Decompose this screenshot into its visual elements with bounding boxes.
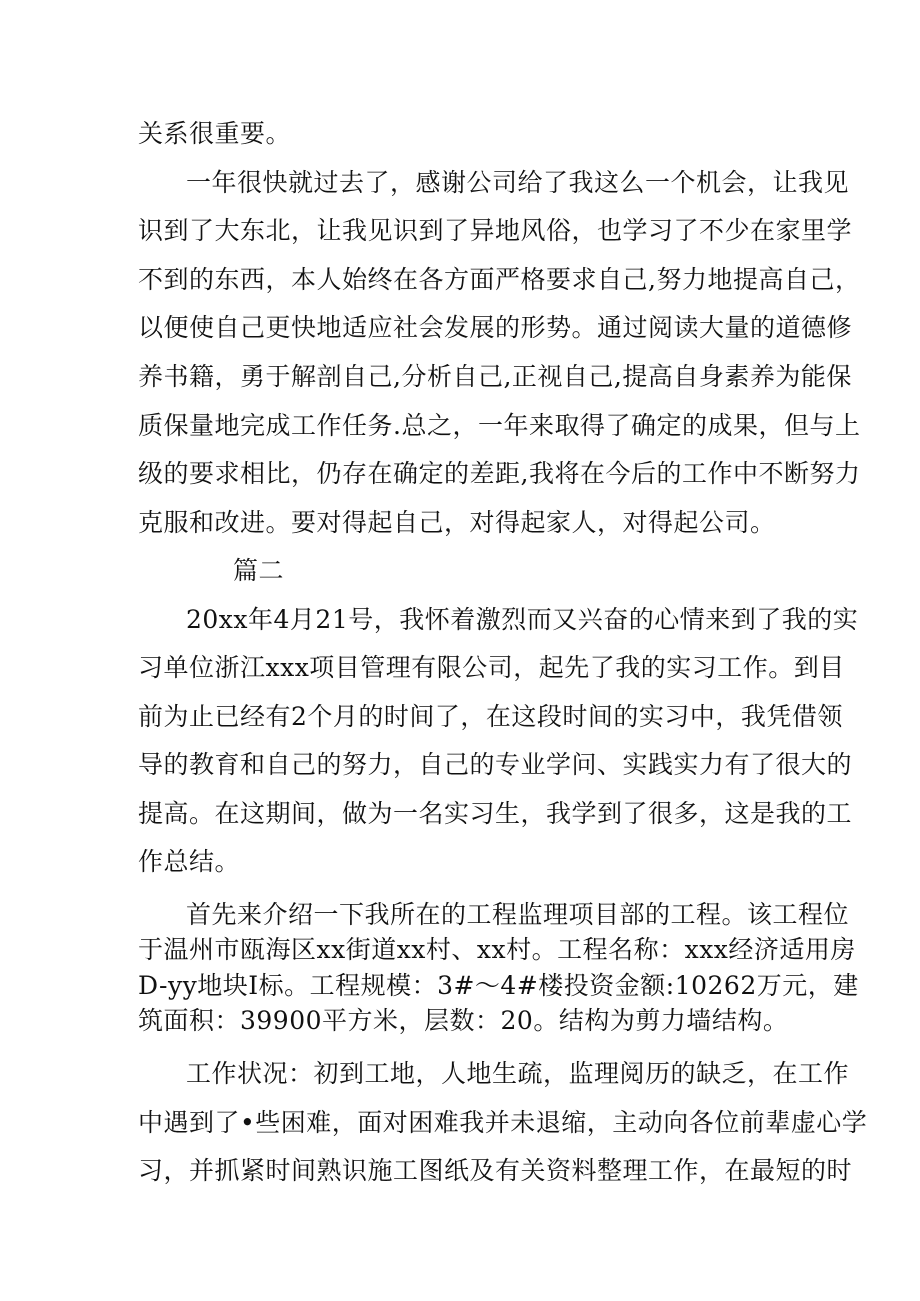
text-line: 导的教育和自己的努力，自己的专业学问、实践实力有了很大的 [138, 750, 853, 779]
paragraph-start: 20xx年4月21号，我怀着激烈而又兴奋的心情来到了我的实 [186, 605, 859, 634]
paragraph-start: 一年很快就过去了，感谢公司给了我这么一个机会，让我见 [186, 168, 850, 197]
text-line: D-yy地块I标。工程规模：3#～4#楼投资金额:10262万元，建 [138, 971, 859, 1000]
text-line: 筑面积：39900平方米，层数：20。结构为剪力墙结构。 [138, 1006, 789, 1035]
text-line: 级的要求相比，仍存在确定的差距,我将在今后的工作中不断努力 [138, 459, 861, 488]
text-line: 提高。在这期间，做为一名实习生，我学到了很多，这是我的工 [138, 799, 853, 828]
text-line: 前为止已经有2个月的时间了，在这段时间的实习中，我凭借领 [138, 702, 843, 731]
text-line: 习，并抓紧时间熟识施工图纸及有关资料整理工作，在最短的时 [138, 1156, 853, 1185]
text-line: 作总结。 [138, 847, 241, 876]
text-line: 克服和改进。要对得起自己，对得起家人，对得起公司。 [138, 508, 776, 537]
text-line: 识到了大东北，让我见识到了异地风俗，也学习了不少在家里学 [138, 216, 853, 245]
text-line: 养书籍，勇于解剖自己,分析自己,正视自己,提高自身素养为能保 [138, 362, 852, 391]
text-line: 关系很重要。 [138, 119, 292, 148]
paragraph-start: 工作状况：初到工地，人地生疏，监理阅历的缺乏，在工作 [186, 1059, 850, 1088]
text-line: 中遇到了•些困难，面对困难我并未退缩，主动向各位前辈虚心学 [138, 1108, 868, 1137]
text-line: 于温州市瓯海区xx街道xx村、xx村。工程名称：xxx经济适用房 [138, 935, 856, 964]
text-line: 不到的东西，本人始终在各方面严格要求自己,努力地提高自己， [138, 265, 861, 294]
section-heading: 篇二 [233, 556, 285, 585]
text-line: 习单位浙江xxx项目管理有限公司，起先了我的实习工作。到目 [138, 653, 845, 682]
text-line: 质保量地完成工作任务.总之，一年来取得了确定的成果，但与上 [138, 411, 861, 440]
text-line: 以便使自己更快地适应社会发展的形势。通过阅读大量的道德修 [138, 313, 853, 342]
paragraph-start: 首先来介绍一下我所在的工程监理项目部的工程。该工程位 [186, 900, 850, 929]
